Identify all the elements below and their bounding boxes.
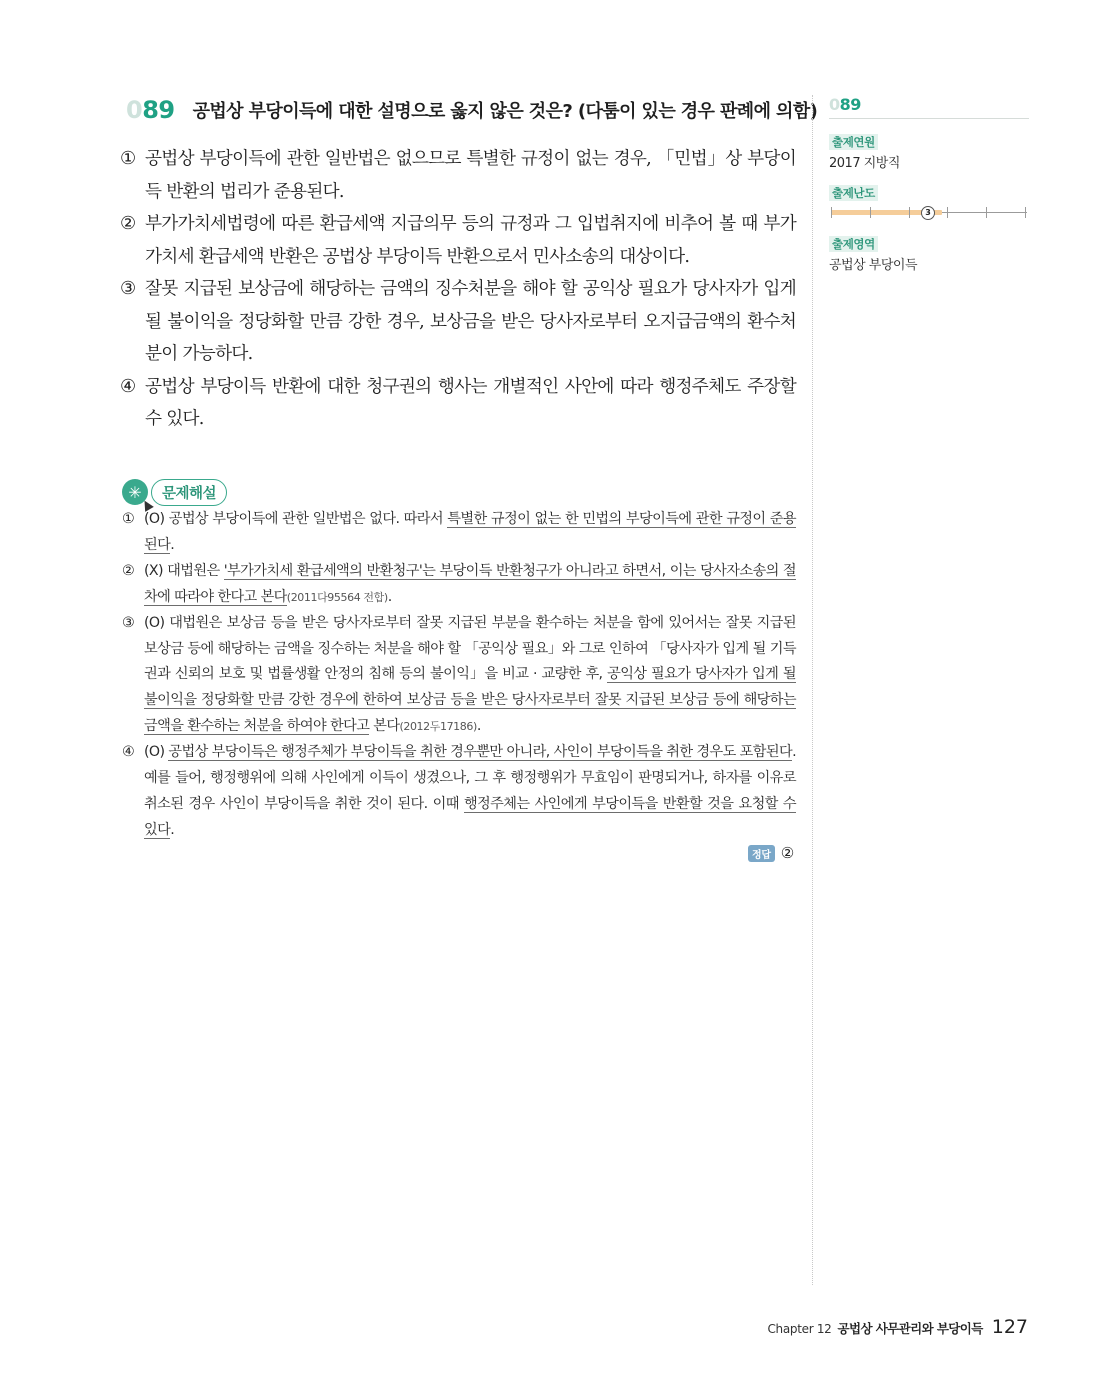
choices-list	[120, 143, 796, 436]
explanation-item-3	[122, 611, 796, 741]
difficulty-marker: 3	[921, 206, 935, 220]
page-number: 127	[991, 1316, 1028, 1338]
sidebar-question-number: 089	[829, 95, 861, 114]
explanation-number: ①	[122, 511, 135, 527]
explanation-text: (O) 공법상 부당이득은 행정주체가 부당이득을 취한 경우뿐만 아니라, 사인이 부당이득을 취한 경우도 포함된다. 예를 들어, 행정행위에 의해 사인에게 이득이 생겼으나, 그 후 행정행위가 무효임이 판명되거나, 하자를 이유로 취소된 경우 사인이 부당이득을 취한 것이 된다. 이때 행정주체는 사인에게 부당이득을 반환할 것을 요청할 수 있다.	[144, 744, 797, 838]
difficulty-tick	[986, 207, 987, 218]
sidebar-difficulty	[829, 182, 1029, 221]
choice-text: 부가가치세법령에 따른 환급세액 지급의무 등의 규정과 그 입법취지에 비추어 볼 때 부가가치세 환급세액 반환은 공법상 부당이득 반환으로서 민사소송의 대상이다.	[145, 214, 796, 267]
choice-number: ④	[120, 375, 136, 397]
choice-number: ①	[120, 148, 136, 169]
page-footer	[767, 1316, 1028, 1338]
sparkle-icon: ✳	[122, 479, 148, 505]
chapter-title: 공법상 사무관리와 부당이득	[837, 1321, 983, 1336]
question-title: 공법상 부당이득에 대한 설명으로 옳지 않은 것은? (다툼이 있는 경우 판례에 의함)	[192, 101, 818, 122]
chapter-label: Chapter 12	[767, 1322, 832, 1336]
explanation-item-4	[122, 740, 796, 844]
explanation-text: (O) 대법원은 보상금 등을 받은 당사자로부터 잘못 지급된 부분을 환수하는 처분을 함에 있어서는 잘못 지급된 보상금 등에 해당하는 금액을 징수하는 처분을 해야 할 「공익상 필요」와 그로 인하여 「당사자가 입게 될 기득권과 신뢰의 보호 및 법률생활 안정의 침해 등의 불이익」을 비교 · 교량한 후, 공익상 필요가 당사자가 입게 될 불이익을 정당화할 만큼 강한 경우에 한하여 보상금 등을 받은 당사자로부터 잘못 지급된 보상금 등에 해당하는 금액을 환수하는 처분을 하여야 한다고 본다(2012두17186).	[144, 614, 796, 735]
area-value: 공법상 부당이득	[829, 258, 918, 273]
choice-1	[120, 143, 796, 208]
explanation-number: ③	[122, 614, 135, 631]
area-label: 출제영역	[829, 236, 878, 252]
case-citation: (2012두17186)	[399, 720, 477, 734]
choice-3	[120, 273, 796, 371]
answer-value: ②	[780, 844, 795, 862]
explanation-text: (O) 공법상 부당이득에 관한 일반법은 없다. 따라서 특별한 규정이 없는 한 민법의 부당이득에 관한 규정이 준용된다.	[144, 511, 797, 553]
explanation-item-1	[122, 507, 796, 559]
question-number: 089	[126, 96, 175, 124]
explanation-header	[122, 478, 227, 506]
explanation-text: (X) 대법원은 '부가가치세 환급세액의 반환청구'는 부당이득 반환청구가 아니라고 하면서, 이는 당사자소송의 절차에 따라야 한다고 본다(2011다95564 전합).	[144, 562, 796, 605]
underlined-text: 공법상 부당이득은 행정주체가 부당이득을 취한 경우뿐만 아니라, 사인이 부당이득을 취한 경우도 포함된다	[168, 744, 793, 761]
difficulty-label: 출제난도	[829, 185, 878, 201]
difficulty-tick	[831, 207, 832, 218]
choice-2	[120, 208, 796, 273]
explanation-item-2	[122, 559, 796, 611]
underlined-text: 공익상 필요가 당사자가 입게 될 불이익을 정당화할 만큼 강한 경우에 한하여 보상금 등을 받은 당사자로부터 잘못 지급된 보상금 등에 해당하는 금액을 환수하는 처분을 하여야 한다고	[144, 666, 796, 735]
sidebar	[829, 95, 1029, 273]
underlined-text: '부가가치세 환급세액의 반환청구'는 부당이득 반환청구가 아니라고 하면서, 이는 당사자소송의 절차에 따라야 한다고 본다	[144, 562, 796, 605]
underlined-text: 특별한 규정이 없는 한 민법의 부당이득에 관한 규정이 준용된다	[144, 511, 797, 553]
difficulty-tick	[947, 207, 948, 218]
sidebar-area	[829, 233, 1029, 273]
difficulty-tick	[870, 207, 871, 218]
difficulty-tick	[909, 207, 910, 218]
underlined-text: 행정주체는 사인에게 부당이득을 반환할 것을 요청할 수 있다	[144, 795, 796, 838]
difficulty-tick	[1025, 207, 1026, 218]
choice-text: 공법상 부당이득 반환에 대한 청구권의 행사는 개별적인 사안에 따라 행정주체도 주장할 수 있다.	[145, 376, 796, 429]
difficulty-scale	[829, 205, 1029, 221]
choice-number: ③	[120, 278, 136, 299]
choice-4	[120, 371, 796, 436]
year-value: 2017 지방직	[829, 156, 900, 171]
explanation-label: 문제해설	[151, 479, 227, 506]
explanation-number: ②	[122, 562, 135, 579]
choice-text: 잘못 지급된 보상금에 해당하는 금액의 징수처분을 해야 할 공익상 필요가 당사자가 입게 될 불이익을 정당화할 만큼 강한 경우, 보상금을 받은 당사자로부터 오지급금액의 환수처분이 가능하다.	[145, 279, 796, 364]
column-divider	[812, 95, 813, 1285]
case-citation: (2011다95564 전합)	[286, 590, 388, 604]
answer	[748, 844, 794, 862]
explanation-list	[122, 507, 796, 844]
explanation-number: ④	[122, 744, 135, 761]
answer-badge: 정답	[748, 845, 775, 862]
choice-number: ②	[120, 213, 136, 234]
sidebar-rule	[829, 118, 1029, 119]
question-header	[122, 95, 818, 125]
choice-text: 공법상 부당이득에 관한 일반법은 없으므로 특별한 규정이 없는 경우, 「민법」상 부당이득 반환의 법리가 준용된다.	[145, 149, 796, 202]
year-label: 출제연원	[829, 134, 878, 150]
sidebar-year	[829, 131, 1029, 171]
